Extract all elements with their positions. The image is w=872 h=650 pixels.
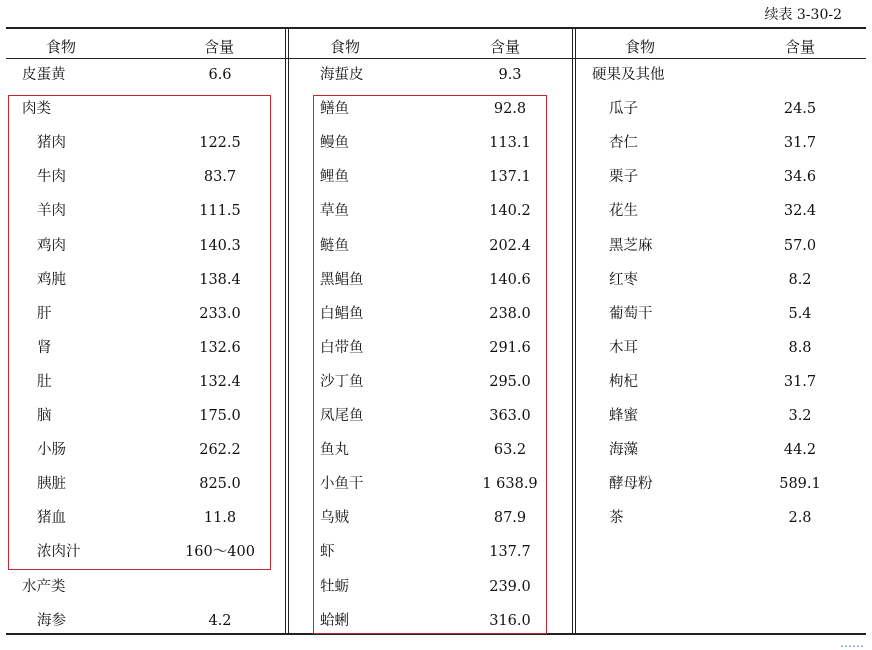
food-name: 花生 [609, 203, 638, 220]
food-name: 酵母粉 [609, 476, 653, 493]
content-value: 4.2 [208, 612, 232, 629]
content-value: 44.2 [783, 442, 817, 459]
column-2-header-food: 食物 [330, 38, 361, 56]
content-value: 113.1 [489, 135, 531, 152]
content-value: 1 638.9 [482, 476, 538, 493]
col3-row [577, 201, 866, 221]
food-name: 茶 [609, 510, 624, 527]
content-value: 34.6 [783, 169, 817, 186]
content-value: 137.7 [489, 544, 531, 561]
table-header-rule [6, 58, 866, 59]
content-value: 140.6 [489, 271, 531, 288]
content-value: 31.7 [783, 135, 817, 152]
food-name: 肾 [37, 339, 52, 356]
col3-row [577, 474, 866, 494]
content-value: 138.4 [199, 271, 241, 288]
column-divider-1 [285, 28, 289, 634]
content-value: 92.8 [493, 101, 527, 118]
col3-row [577, 167, 866, 187]
col3-row [577, 304, 866, 324]
content-value: 8.8 [788, 339, 812, 356]
food-name: 虾 [320, 544, 335, 561]
food-name: 木耳 [609, 339, 638, 356]
col3-row [577, 133, 866, 153]
content-value: 363.0 [489, 408, 531, 424]
col1-row [6, 611, 285, 631]
food-name: 黑鲳鱼 [320, 271, 364, 288]
content-value: 825.0 [199, 476, 241, 493]
food-name: 小鱼干 [320, 476, 364, 493]
content-value: 132.4 [199, 373, 241, 390]
content-value: 122.5 [199, 135, 241, 152]
food-name: 皮蛋黄 [22, 67, 66, 83]
highlight-box-meat [8, 95, 271, 570]
food-name: 羊肉 [37, 203, 66, 220]
col3-row [577, 372, 866, 392]
col3-row [577, 440, 866, 460]
col3-row [577, 270, 866, 290]
food-name: 鳝鱼 [320, 101, 349, 118]
content-value: 32.4 [783, 203, 817, 220]
content-value: 132.6 [199, 339, 241, 356]
content-value: 31.7 [783, 373, 817, 390]
column-1-header-food: 食物 [46, 38, 77, 56]
content-value: 316.0 [489, 612, 531, 629]
food-name: 硬果及其他 [592, 67, 665, 83]
food-name: 沙丁鱼 [320, 373, 364, 390]
content-value: 140.2 [489, 203, 531, 220]
content-value: 239.0 [489, 578, 531, 595]
food-name: 鸡肫 [37, 271, 66, 288]
food-name: 凤尾鱼 [320, 408, 364, 424]
food-name: 鳗鱼 [320, 135, 349, 152]
content-value: 6.6 [208, 67, 232, 83]
highlight-box-seafood [313, 95, 547, 634]
content-value: 8.2 [788, 271, 812, 288]
content-value: 83.7 [203, 169, 237, 186]
food-name: 瓜子 [609, 101, 638, 118]
food-name: 肉类 [22, 101, 51, 118]
food-name: 杏仁 [609, 135, 638, 152]
content-value: 291.6 [489, 339, 531, 356]
food-name: 猪肉 [37, 135, 66, 152]
food-name: 海藻 [609, 442, 638, 459]
column-3-header-food: 食物 [625, 38, 656, 56]
food-name: 水产类 [22, 578, 66, 595]
food-name: 牛肉 [37, 169, 66, 186]
content-value: 160～400 [185, 544, 255, 561]
food-name: 白带鱼 [320, 339, 364, 356]
food-name: 鲤鱼 [320, 169, 349, 186]
food-name: 猪血 [37, 510, 66, 527]
food-name: 小肠 [37, 442, 66, 459]
content-value: 2.8 [788, 510, 812, 527]
content-value: 233.0 [199, 305, 241, 322]
food-name: 鸡肉 [37, 237, 66, 254]
content-value: 9.3 [498, 67, 522, 83]
food-name: 葡萄干 [609, 305, 653, 322]
column-2-header-content: 含量 [490, 38, 521, 56]
col1-row [6, 65, 285, 85]
food-name: 海蜇皮 [320, 67, 364, 83]
food-name: 蜂蜜 [609, 408, 638, 424]
food-name: 白鲳鱼 [320, 305, 364, 322]
col1-row [6, 577, 285, 597]
food-name: 枸杞 [609, 373, 638, 390]
content-value: 87.9 [493, 510, 527, 527]
col3-row [577, 65, 866, 85]
food-name: 鲢鱼 [320, 237, 349, 254]
content-value: 24.5 [783, 101, 817, 118]
content-value: 11.8 [203, 510, 237, 527]
food-name: 肝 [37, 305, 52, 322]
food-name: 乌贼 [320, 510, 349, 527]
food-name: 海参 [37, 612, 66, 629]
table-caption: 续表 3-30-2 [764, 7, 842, 23]
food-name: 脑 [37, 408, 52, 424]
column-3-header-content: 含量 [785, 38, 816, 56]
content-value: 111.5 [199, 203, 241, 220]
column-1-header-content: 含量 [204, 38, 235, 56]
food-name: 草鱼 [320, 203, 349, 220]
food-name: 胰脏 [37, 476, 66, 493]
col3-row [577, 99, 866, 119]
food-name: 肚 [37, 373, 52, 390]
col3-row [577, 406, 866, 426]
footer-note: …… [840, 636, 864, 650]
table-top-rule [6, 27, 866, 29]
food-name: 浓肉汁 [37, 544, 81, 561]
col3-row [577, 338, 866, 358]
content-value: 589.1 [779, 476, 821, 493]
content-value: 262.2 [199, 442, 241, 459]
food-name: 鱼丸 [320, 442, 349, 459]
content-value: 202.4 [489, 237, 531, 254]
col3-row [577, 508, 866, 528]
col2-row [290, 65, 572, 85]
food-name: 牡蛎 [320, 578, 349, 595]
content-value: 63.2 [493, 442, 527, 459]
food-name: 黑芝麻 [609, 237, 653, 254]
content-value: 137.1 [489, 169, 531, 186]
content-value: 57.0 [783, 237, 817, 254]
food-name: 栗子 [609, 169, 638, 186]
content-value: 238.0 [489, 305, 531, 322]
content-value: 295.0 [489, 373, 531, 390]
column-divider-2 [572, 28, 576, 634]
food-name: 蛤蜊 [320, 612, 349, 629]
content-value: 5.4 [788, 305, 812, 322]
col3-row [577, 236, 866, 256]
content-value: 140.3 [199, 237, 241, 254]
food-name: 红枣 [609, 271, 638, 288]
content-value: 175.0 [199, 408, 241, 424]
content-value: 3.2 [788, 408, 812, 424]
